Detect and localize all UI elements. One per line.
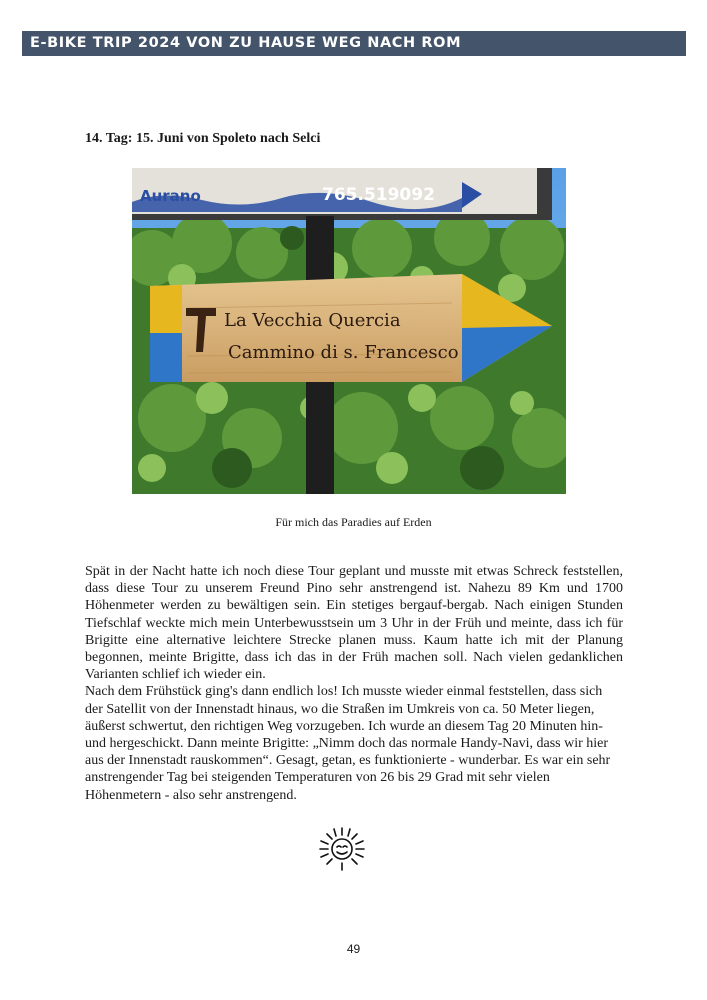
photo-signpost xyxy=(132,168,566,494)
paragraph: Spät in der Nacht hatte ich noch diese Tour geplant und musste mit etwas Schreck feststellen, dass diese Tour zu unserem Freund Pino sehr anstrengend ist. Nahezu 89 Km und 1700 Höhenmeter werden zu bewältigen sein. Ein stetiges bergauf-bergab. Nach einigen Stunden Tiefschlaf weckte mich mein Unterbewusstsein um 3 Uhr in der Früh und meinte, dass ich für Brigitte eine alternative leichtere Strecke planen muss. Kaum hatte ich mit der Planung begonnen, meinte Brigitte, dass ich das in der Früh machen soll. Nach vielen gedanklichen Varianten schlief ich wieder ein. xyxy=(85,564,623,683)
upper-sign-partial: Aurano xyxy=(140,187,201,205)
smiling-sun-icon xyxy=(317,826,367,872)
sign-line-2: Cammino di s. Francesco xyxy=(228,342,459,363)
chapter-title: 14. Tag: 15. Juni von Spoleto nach Selci xyxy=(85,131,321,146)
sign-line-1: La Vecchia Quercia xyxy=(224,310,401,331)
body-text xyxy=(85,563,623,804)
document-header xyxy=(22,31,686,56)
page-number: 49 xyxy=(346,942,361,956)
photo-caption: Für mich das Paradies auf Erden xyxy=(275,515,432,529)
upper-sign-number: 765.519092 xyxy=(322,185,435,205)
paragraph: Nach dem Frühstück ging's dann endlich los! Ich musste wieder einmal feststellen, dass sich der Satellit von der Innenstadt hinaus, wo die Straßen im Umkreis von ca. 50 Meter liegen, äußerst schwertut, den richtigen Weg vorzugeben. Ich wurde an diesem Tag 20 Minuten hin- und hergeschickt. Dann meinte Brigitte: „Nimm doch das normale Handy-Navi, dass wir hier aus der Innenstadt rauskommen“. Gesagt, getan, es funktionierte - wunderbar. Es war ein sehr anstrengender Tag bei steigenden Temperaturen von 26 bis 29 Grad mit sehr vielen Höhenmetern - also sehr anstrengend. xyxy=(85,684,611,803)
header-title: E-BIKE TRIP 2024 VON ZU HAUSE WEG NACH ROM xyxy=(30,35,462,51)
